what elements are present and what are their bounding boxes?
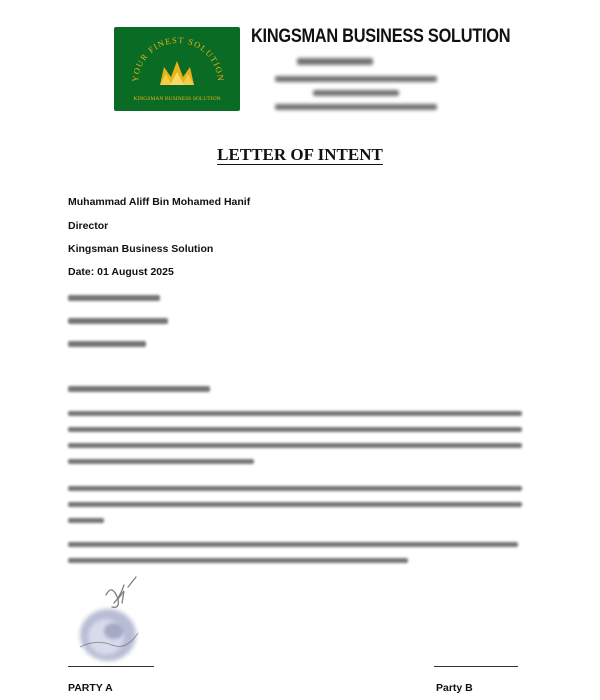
party-a-signature	[66, 573, 156, 668]
redacted-paragraph-3-line-1	[68, 542, 518, 547]
sender-company: Kingsman Business Solution	[68, 243, 214, 255]
logo-bottom-text: KINGSMAN BUSINESS SOLUTION	[133, 96, 221, 102]
document-title-text: LETTER OF INTENT	[217, 145, 383, 164]
letter-date: Date: 01 August 2025	[68, 266, 174, 278]
crown-icon	[160, 61, 194, 85]
redacted-address-line-2	[313, 90, 399, 96]
company-logo	[114, 27, 240, 111]
redacted-paragraph-1-line-1	[68, 411, 522, 416]
redacted-paragraph-1-line-4	[68, 459, 254, 464]
redacted-address-line-1	[275, 76, 437, 82]
party-b-signature-line	[434, 666, 518, 667]
logo-arc-text: YOUR FINEST SOLUTION	[129, 34, 227, 83]
redacted-paragraph-2-line-2	[68, 502, 522, 507]
party-a-label: PARTY A	[68, 682, 113, 694]
crown-logo-icon	[114, 27, 240, 111]
redacted-paragraph-1-line-2	[68, 427, 522, 432]
redacted-paragraph-3-line-2	[68, 558, 408, 563]
redacted-recipient-position	[68, 318, 168, 324]
party-a-signature-line	[68, 666, 154, 667]
sender-position: Director	[68, 220, 109, 232]
party-b-label: Party B	[436, 682, 473, 694]
company-name: KINGSMAN BUSINESS SOLUTION	[251, 26, 511, 47]
document-title	[0, 145, 600, 165]
redacted-company-reg	[297, 58, 373, 65]
redacted-recipient-name	[68, 295, 160, 301]
redacted-recipient-company	[68, 341, 146, 347]
sender-name: Muhammad Aliff Bin Mohamed Hanif	[68, 196, 251, 208]
signature-stamp-icon	[66, 573, 156, 668]
redacted-paragraph-1-line-3	[68, 443, 522, 448]
redacted-paragraph-2-line-3	[68, 518, 104, 523]
redacted-contact-line	[275, 104, 437, 110]
redacted-paragraph-2-line-1	[68, 486, 522, 491]
redacted-salutation	[68, 386, 210, 392]
